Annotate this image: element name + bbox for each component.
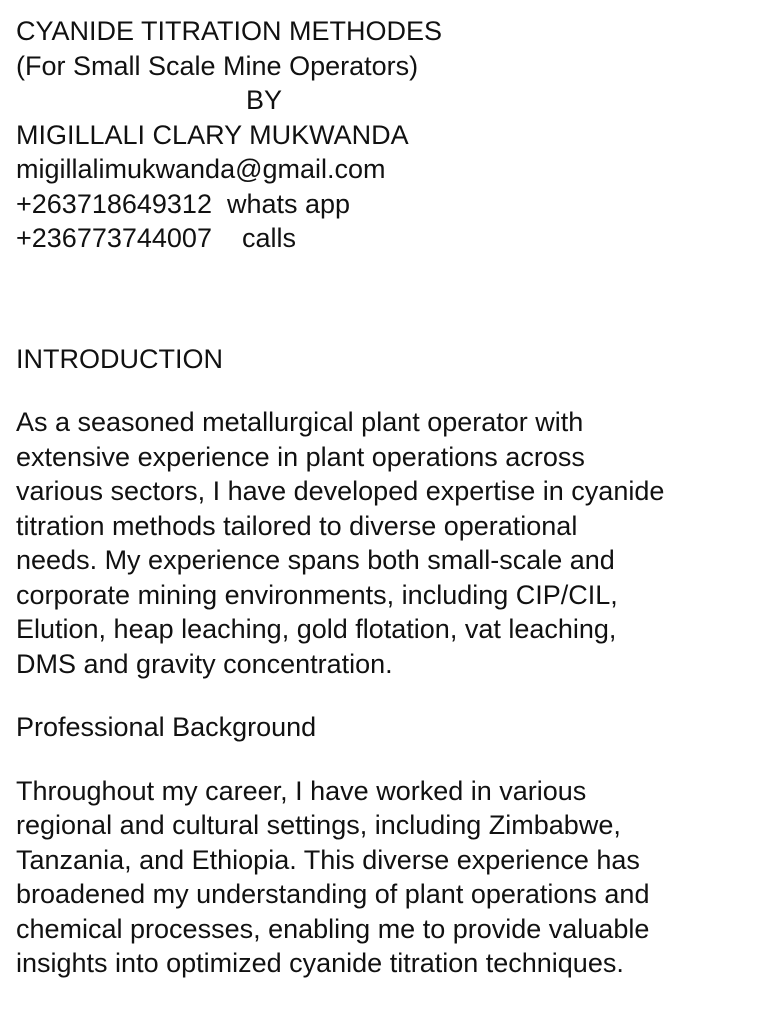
paragraph-line: As a seasoned metallurgical plant operator with: [16, 407, 584, 437]
byline-by: BY: [246, 85, 283, 115]
background-paragraph: [16, 774, 761, 981]
document-title: CYANIDE TITRATION METHODES: [16, 16, 443, 46]
paragraph-line: Throughout my career, I have worked in various: [16, 775, 587, 806]
phone-calls: +236773744007 calls: [16, 223, 296, 253]
paragraph-line: needs. My experience spans both small-scale and: [16, 545, 615, 575]
paragraph-line: Elution, heap leaching, gold flotation, vat leaching,: [16, 614, 617, 644]
paragraph-line: various sectors, I have developed expertise in cyanide: [16, 476, 665, 506]
author-email: migillalimukwanda@gmail.com: [16, 154, 386, 184]
introduction-heading: INTRODUCTION: [16, 343, 223, 374]
paragraph-line: DMS and gravity concentration.: [16, 648, 393, 679]
title-block: [16, 14, 761, 256]
paragraph-line: extensive experience in plant operations across: [16, 441, 585, 472]
author-name: MIGILLALI CLARY MUKWANDA: [16, 119, 409, 150]
paragraph-line: Tanzania, and Ethiopia. This diverse experience has: [16, 844, 640, 875]
paragraph-line: regional and cultural settings, including Zimbabwe,: [16, 810, 621, 840]
paragraph-line: broadened my understanding of plant operations and: [16, 879, 650, 909]
phone-whatsapp: +263718649312 whats app: [16, 188, 351, 219]
background-heading: Professional Background: [16, 712, 317, 742]
document-body: [16, 14, 761, 981]
paragraph-line: titration methods tailored to diverse operational: [16, 510, 578, 541]
document-subtitle: (For Small Scale Mine Operators): [16, 50, 419, 81]
paragraph-line: insights into optimized cyanide titration techniques.: [16, 948, 624, 978]
introduction-paragraph: [16, 405, 761, 681]
paragraph-line: chemical processes, enabling me to provide valuable: [16, 913, 650, 944]
paragraph-line: corporate mining environments, including CIP/CIL,: [16, 579, 618, 610]
